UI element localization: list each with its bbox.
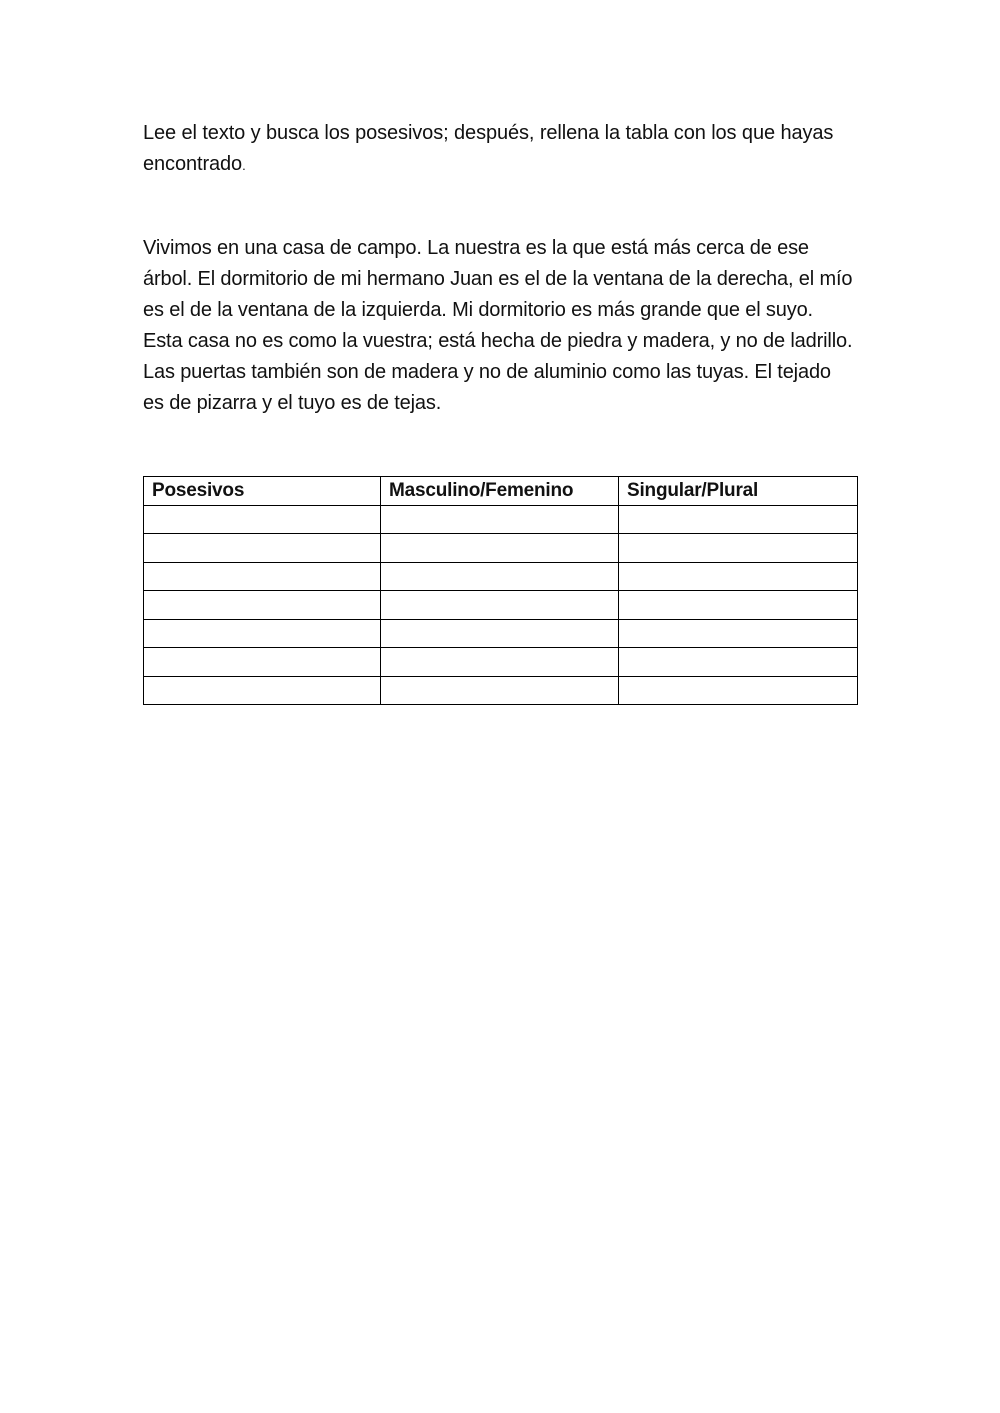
table-cell[interactable] bbox=[144, 676, 381, 705]
possessives-table bbox=[143, 476, 858, 705]
reading-passage: Vivimos en una casa de campo. La nuestra es la que está más cerca de ese árbol. El dormitorio de mi hermano Juan es el de la ventana de la derecha, el mío es el de la ventana de la izquierda. Mi dormitorio es más grande que el suyo. Esta casa no es como la vuestra; está hecha de piedra y madera, y no de ladrillo. Las puertas también son de madera y no de aluminio como las tuyas. El tejado es de pizarra y el tuyo es de tejas. bbox=[143, 237, 853, 414]
table-cell[interactable] bbox=[144, 562, 381, 591]
table-header-row bbox=[144, 477, 858, 506]
answer-input[interactable] bbox=[389, 620, 610, 646]
answer-input[interactable] bbox=[389, 677, 610, 703]
table-cell[interactable] bbox=[144, 591, 381, 620]
answer-input[interactable] bbox=[389, 535, 610, 561]
table-row bbox=[144, 648, 858, 677]
table-cell[interactable] bbox=[381, 619, 619, 648]
answer-input[interactable] bbox=[152, 506, 372, 532]
table-cell[interactable] bbox=[619, 676, 858, 705]
table-row bbox=[144, 676, 858, 705]
worksheet-page bbox=[143, 118, 857, 501]
answer-input[interactable] bbox=[389, 563, 610, 589]
table-row bbox=[144, 619, 858, 648]
table-row bbox=[144, 534, 858, 563]
answer-input[interactable] bbox=[152, 620, 372, 646]
answer-input[interactable] bbox=[627, 677, 849, 703]
table-cell[interactable] bbox=[381, 534, 619, 563]
instructions-text: Lee el texto y busca los posesivos; después, rellena la tabla con los que hayas encontrado bbox=[143, 122, 834, 175]
answer-input[interactable] bbox=[389, 592, 610, 618]
table-cell[interactable] bbox=[381, 562, 619, 591]
table-cell[interactable] bbox=[381, 676, 619, 705]
answer-input[interactable] bbox=[152, 649, 372, 675]
table-cell[interactable] bbox=[619, 648, 858, 677]
table-cell[interactable] bbox=[619, 505, 858, 534]
instructions-paragraph bbox=[143, 118, 857, 181]
header-singular-plural: Singular/Plural bbox=[619, 477, 858, 506]
header-masculino-femenino: Masculino/Femenino bbox=[381, 477, 619, 506]
answer-input[interactable] bbox=[389, 506, 610, 532]
instructions-tail: . bbox=[242, 158, 246, 173]
answer-input[interactable] bbox=[389, 649, 610, 675]
answer-input[interactable] bbox=[627, 535, 849, 561]
answer-input[interactable] bbox=[152, 563, 372, 589]
table-cell[interactable] bbox=[619, 619, 858, 648]
table-cell[interactable] bbox=[381, 648, 619, 677]
answer-input[interactable] bbox=[627, 620, 849, 646]
answer-input[interactable] bbox=[627, 592, 849, 618]
table-cell[interactable] bbox=[144, 534, 381, 563]
table-row bbox=[144, 591, 858, 620]
table-cell[interactable] bbox=[381, 505, 619, 534]
answer-input[interactable] bbox=[627, 649, 849, 675]
header-posesivos: Posesivos bbox=[144, 477, 381, 506]
answer-input[interactable] bbox=[627, 506, 849, 532]
answer-input[interactable] bbox=[152, 592, 372, 618]
table-row bbox=[144, 562, 858, 591]
table-cell[interactable] bbox=[619, 534, 858, 563]
answer-input[interactable] bbox=[627, 563, 849, 589]
table-cell[interactable] bbox=[619, 562, 858, 591]
table-row bbox=[144, 505, 858, 534]
table-cell[interactable] bbox=[381, 591, 619, 620]
answer-input[interactable] bbox=[152, 677, 372, 703]
table-cell[interactable] bbox=[144, 619, 381, 648]
table-cell[interactable] bbox=[144, 648, 381, 677]
answer-input[interactable] bbox=[152, 535, 372, 561]
table-cell[interactable] bbox=[144, 505, 381, 534]
table-cell[interactable] bbox=[619, 591, 858, 620]
